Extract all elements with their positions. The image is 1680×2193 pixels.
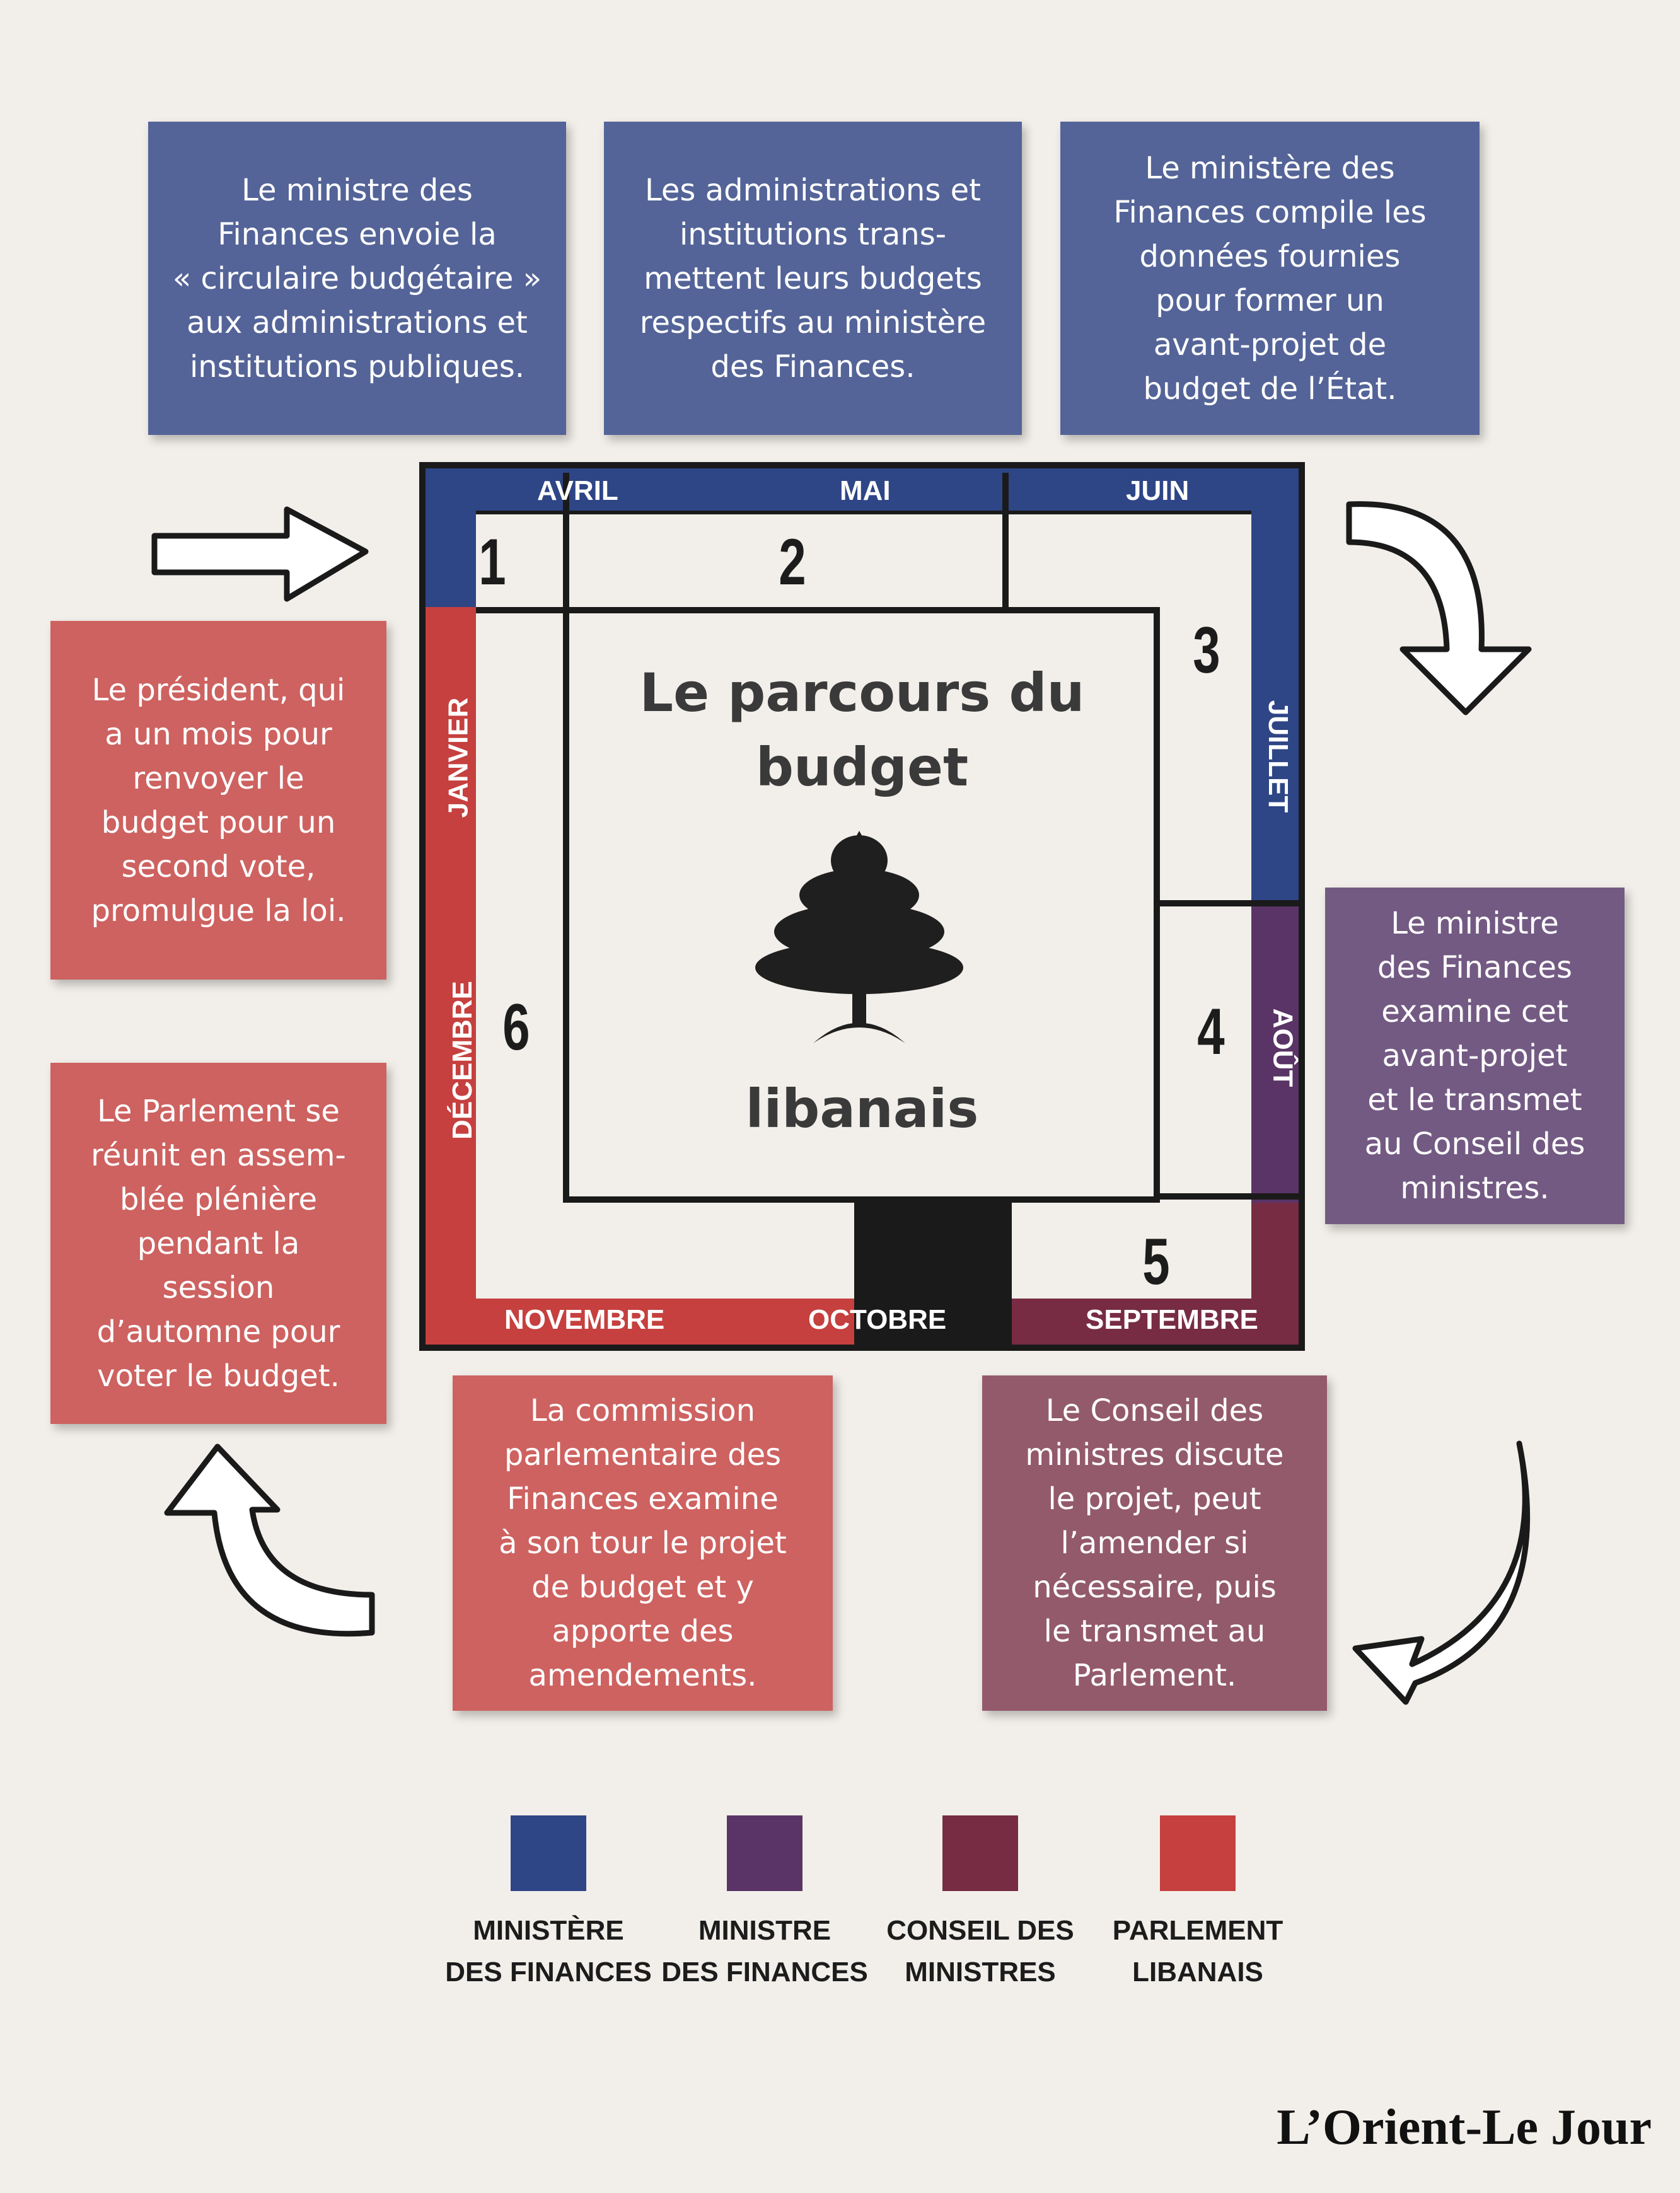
curved-arrow-bottomright-icon <box>1355 1444 1527 1702</box>
step4-description: Le ministre des Finances examine cet avant-projet et le transmet au Conseil des ministres. <box>1325 888 1625 1224</box>
month-septembre: SEPTEMBRE <box>1086 1304 1258 1335</box>
step5-description: Le Conseil des ministres discute le projet, peut l’amender si nécessaire, puis le transmet au Parlement. <box>982 1375 1327 1711</box>
title-line-2: budget <box>755 736 969 798</box>
title-line-1: Le parcours du <box>639 662 1085 724</box>
month-juin: JUIN <box>1126 475 1190 506</box>
brand-logo: L’Orient-Le Jour <box>1277 2100 1652 2155</box>
step-number-1: 1 <box>478 526 506 599</box>
step-number-4: 4 <box>1197 995 1225 1068</box>
legend-swatch-ministre <box>727 1815 802 1891</box>
month-janvier: JANVIER <box>443 697 474 818</box>
curved-arrow-bottomleft-icon <box>167 1447 372 1634</box>
step3-description: Le ministère des Finances compile les données fournies pour former un avant-projet de budget de l’État. <box>1060 122 1480 435</box>
title-line-3: libanais <box>745 1078 979 1140</box>
step2-description: Les administrations et institutions trans- mettent leurs budgets respectifs au ministère des Finances. <box>604 122 1022 435</box>
legend-label-parlement: PARLEMENT LIBANAIS <box>1112 1915 1283 1988</box>
legend-swatch-ministere <box>511 1815 586 1891</box>
legend-swatch-conseil <box>942 1815 1018 1891</box>
step1-description: Le ministre des Finances envoie la « circulaire budgétaire » aux administrations et institutions publiques. <box>148 122 566 435</box>
month-juillet: JUILLET <box>1263 700 1294 813</box>
month-novembre: NOVEMBRE <box>504 1304 665 1335</box>
step7-description: Le Parlement se réunit en assem- blée plénière pendant la session d’automne pour voter le budget. <box>50 1063 386 1424</box>
step-number-3: 3 <box>1193 614 1220 687</box>
step8-description: Le président, qui a un mois pour renvoyer le budget pour un second vote, promulgue la loi. <box>50 621 386 980</box>
entry-arrow-icon <box>154 509 366 599</box>
month-decembre: DÉCEMBRE <box>446 981 478 1140</box>
curved-arrow-topright-icon <box>1349 504 1529 712</box>
step-number-5: 5 <box>1142 1225 1170 1299</box>
month-mai: MAI <box>840 475 891 506</box>
month-octobre: OCTOBRE <box>808 1304 947 1335</box>
step-number-6: 6 <box>502 991 530 1064</box>
legend-label-conseil: CONSEIL DES MINISTRES <box>886 1915 1074 1988</box>
step6-description: La commission parlementaire des Finances examine à son tour le projet de budget et y apporte des amendements. <box>453 1375 833 1711</box>
step-number-2: 2 <box>779 526 806 599</box>
legend-label-ministere: MINISTÈRE DES FINANCES <box>445 1915 652 1988</box>
month-aout: AOÛT <box>1267 1008 1299 1087</box>
legend-label-ministre: MINISTRE DES FINANCES <box>661 1915 868 1988</box>
legend-swatch-parlement <box>1160 1815 1236 1891</box>
month-avril: AVRIL <box>537 475 618 506</box>
